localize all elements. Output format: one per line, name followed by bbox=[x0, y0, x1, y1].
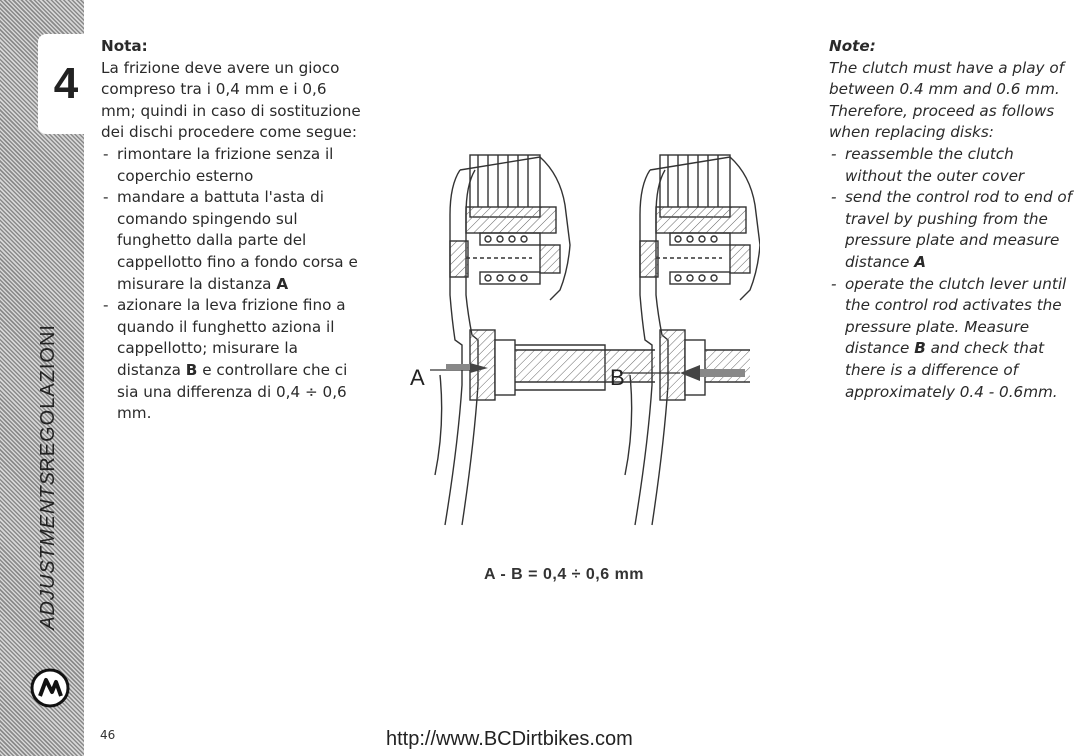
footer-url: http://www.BCDirtbikes.com bbox=[386, 728, 633, 750]
step-item: - send the control rod to end of travel by pushing from the pressure plate and measure distance A bbox=[829, 187, 1075, 273]
step-item: - azionare la leva frizione fino a quando il funghetto aziona il cappellotto; misurare la distanza B e controllare che ci sia una differenza di 0,4 ÷ 0,6 mm. bbox=[101, 295, 361, 425]
english-note bbox=[829, 36, 1075, 403]
section-label bbox=[18, 323, 78, 630]
brand-logo-icon bbox=[30, 668, 70, 708]
note-title-en: Note: bbox=[829, 37, 876, 55]
step-item: - mandare a battuta l'asta di comando spingendo sul funghetto dalla parte del cappellotto fino a fondo corsa e misurare la distanza A bbox=[101, 187, 361, 295]
section-label-italian: REGOLAZIONI bbox=[37, 323, 59, 472]
clearance-formula: A - B = 0,4 ÷ 0,6 mm bbox=[484, 566, 645, 583]
steps-list-en bbox=[829, 144, 1075, 403]
steps-list-it bbox=[101, 144, 361, 425]
distance-ref-a: A bbox=[914, 252, 926, 271]
italian-note bbox=[101, 36, 361, 425]
step-item: - reassemble the clutch without the outer cover bbox=[829, 144, 1075, 187]
chapter-number: 4 bbox=[53, 59, 79, 108]
distance-ref-a: A bbox=[276, 274, 289, 293]
distance-ref-b: B bbox=[914, 339, 926, 358]
section-label-english: ADJUSTMENTS bbox=[37, 471, 59, 630]
chapter-tab bbox=[38, 34, 94, 134]
distance-ref-b: B bbox=[185, 360, 198, 379]
step-item: - operate the clutch lever until the control rod activates the pressure plate. Measure distance B and check that there is a difference of approximately 0.4 - 0.6mm. bbox=[829, 274, 1075, 404]
clutch-section-b bbox=[625, 155, 760, 525]
step-item: - rimontare la frizione senza il coperchio esterno bbox=[101, 144, 361, 187]
clutch-diagram bbox=[400, 145, 760, 530]
page-number: 46 bbox=[100, 728, 116, 742]
diagram-label-b: B bbox=[610, 365, 625, 390]
clutch-section-a bbox=[435, 155, 655, 525]
note-intro-en: The clutch must have a play of between 0.4 mm and 0.6 mm. Therefore, proceed as follows when replacing disks: bbox=[829, 58, 1064, 142]
note-intro-it: La frizione deve avere un gioco compreso tra i 0,4 mm e i 0,6 mm; quindi in caso di sostituzione dei dischi procedere come segue: bbox=[101, 58, 361, 142]
note-title-it: Nota: bbox=[101, 37, 148, 55]
diagram-label-a: A bbox=[410, 365, 425, 390]
